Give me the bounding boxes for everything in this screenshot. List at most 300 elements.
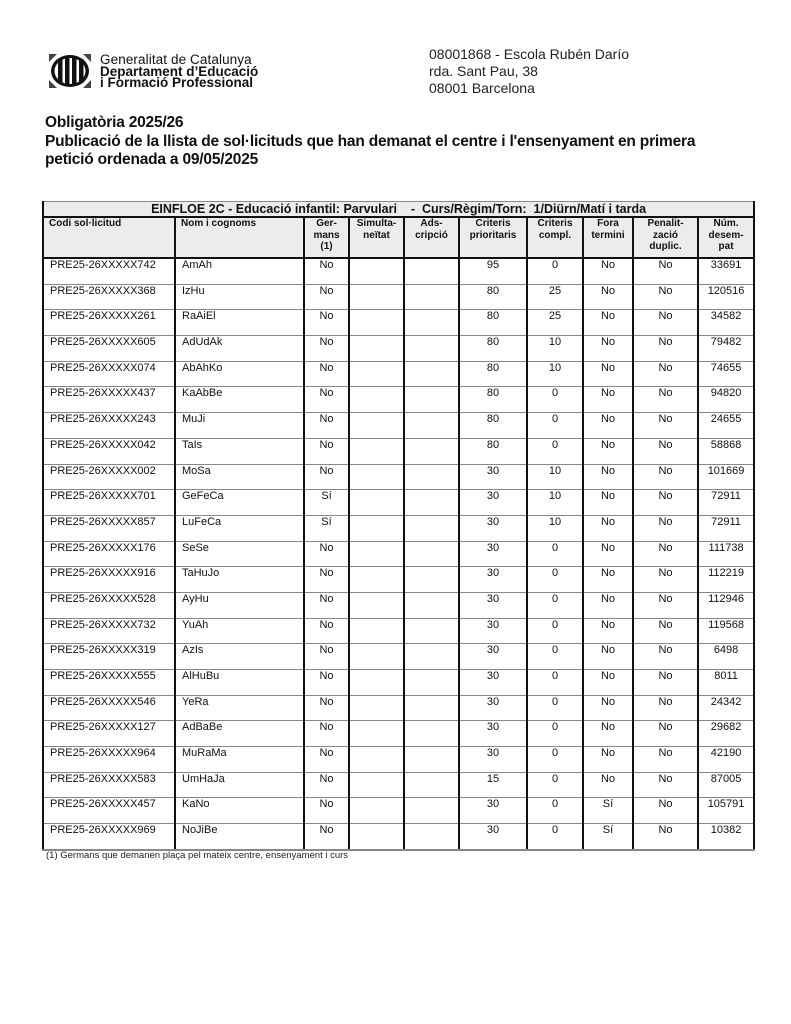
cell-germans: No [304, 592, 349, 618]
cell-penal: No [633, 541, 698, 567]
cell-desempat: 24342 [698, 695, 754, 721]
column-header-text: Fora [597, 218, 619, 229]
table-row [43, 592, 754, 618]
cell-compl: 10 [527, 361, 583, 387]
cell-codi: PRE25-26XXXXX916 [43, 567, 175, 593]
column-header-text: Criteris [475, 218, 511, 229]
cell-simultaneitat [349, 464, 404, 490]
cell-fora: No [583, 747, 633, 773]
cell-germans: No [304, 284, 349, 310]
cell-codi: PRE25-26XXXXX437 [43, 387, 175, 413]
column-header-text: prioritaris [469, 229, 517, 241]
cell-germans: No [304, 413, 349, 439]
cell-desempat: 6498 [698, 644, 754, 670]
cell-adscripcio [404, 567, 459, 593]
column-header-simultaneitat [349, 217, 404, 258]
cell-nom: IzHu [175, 284, 304, 310]
table-row [43, 824, 754, 850]
cell-prioritaris: 30 [459, 644, 527, 670]
cell-penal: No [633, 824, 698, 850]
cell-desempat: 105791 [698, 798, 754, 824]
cell-adscripcio [404, 258, 459, 284]
column-header-desempat [698, 217, 754, 258]
cell-germans: No [304, 567, 349, 593]
cell-fora: No [583, 258, 633, 284]
cell-penal: No [633, 747, 698, 773]
cell-nom: LuFeCa [175, 515, 304, 541]
column-header-text: desem- [708, 229, 744, 241]
cell-nom: YuAh [175, 618, 304, 644]
table-row [43, 310, 754, 336]
cell-simultaneitat [349, 618, 404, 644]
cell-simultaneitat [349, 644, 404, 670]
table-row [43, 747, 754, 773]
cell-nom: AbAhKo [175, 361, 304, 387]
cell-simultaneitat [349, 798, 404, 824]
column-header-text: Ads- [420, 218, 443, 229]
cell-desempat: 112946 [698, 592, 754, 618]
cell-adscripcio [404, 310, 459, 336]
cell-simultaneitat [349, 258, 404, 284]
cell-simultaneitat [349, 541, 404, 567]
cell-codi: PRE25-26XXXXX127 [43, 721, 175, 747]
table-row [43, 361, 754, 387]
cell-simultaneitat [349, 721, 404, 747]
cell-codi: PRE25-26XXXXX732 [43, 618, 175, 644]
cell-compl: 0 [527, 670, 583, 696]
column-header-text: (1) [320, 241, 333, 252]
cell-nom: MuRaMa [175, 747, 304, 773]
cell-compl: 25 [527, 284, 583, 310]
cell-germans: No [304, 721, 349, 747]
cell-simultaneitat [349, 438, 404, 464]
cell-prioritaris: 30 [459, 515, 527, 541]
cell-prioritaris: 30 [459, 721, 527, 747]
cell-simultaneitat [349, 361, 404, 387]
cell-compl: 0 [527, 567, 583, 593]
cell-adscripcio [404, 670, 459, 696]
cell-germans: No [304, 464, 349, 490]
table-row [43, 464, 754, 490]
cell-germans: No [304, 670, 349, 696]
cell-compl: 10 [527, 490, 583, 516]
cell-prioritaris: 95 [459, 258, 527, 284]
cell-prioritaris: 15 [459, 772, 527, 798]
cell-penal: No [633, 336, 698, 362]
cell-prioritaris: 30 [459, 541, 527, 567]
cell-adscripcio [404, 413, 459, 439]
cell-compl: 0 [527, 592, 583, 618]
cell-compl: 25 [527, 310, 583, 336]
cell-codi: PRE25-26XXXXX583 [43, 772, 175, 798]
cell-nom: UmHaJa [175, 772, 304, 798]
cell-adscripcio [404, 464, 459, 490]
cell-penal: No [633, 644, 698, 670]
cell-simultaneitat [349, 824, 404, 850]
cell-adscripcio [404, 490, 459, 516]
cell-germans: No [304, 644, 349, 670]
cell-fora: Sí [583, 798, 633, 824]
cell-adscripcio [404, 824, 459, 850]
cell-fora: Sí [583, 824, 633, 850]
column-header-text: compl. [538, 229, 572, 241]
cell-adscripcio [404, 284, 459, 310]
cell-fora: No [583, 670, 633, 696]
org-line-3: i Formació Professional [100, 75, 254, 90]
cell-adscripcio [404, 644, 459, 670]
cell-simultaneitat [349, 387, 404, 413]
cell-desempat: 29682 [698, 721, 754, 747]
column-header-codi [43, 217, 175, 258]
cell-germans: No [304, 772, 349, 798]
school-street: rda. Sant Pau, 38 [429, 63, 538, 79]
cell-simultaneitat [349, 592, 404, 618]
cell-fora: No [583, 644, 633, 670]
column-header-text: Ger- [316, 218, 337, 229]
table-row [43, 695, 754, 721]
cell-nom: KaNo [175, 798, 304, 824]
cell-penal: No [633, 310, 698, 336]
title-line-2: Publicació de la llista de sol·licituds que han demanat el centre i l'ensenyament en primera [45, 132, 696, 150]
table-row [43, 644, 754, 670]
cell-desempat: 119568 [698, 618, 754, 644]
cell-codi: PRE25-26XXXXX605 [43, 336, 175, 362]
cell-adscripcio [404, 721, 459, 747]
cell-adscripcio [404, 695, 459, 721]
column-header-text: zació [652, 229, 678, 241]
cell-fora: No [583, 310, 633, 336]
cell-desempat: 33691 [698, 258, 754, 284]
cell-penal: No [633, 438, 698, 464]
cell-nom: AmAh [175, 258, 304, 284]
cell-codi: PRE25-26XXXXX528 [43, 592, 175, 618]
cell-prioritaris: 80 [459, 361, 527, 387]
column-header-text: Criteris [537, 218, 573, 229]
cell-codi: PRE25-26XXXXX969 [43, 824, 175, 850]
cell-compl: 0 [527, 721, 583, 747]
cell-compl: 10 [527, 515, 583, 541]
applications-table [42, 201, 755, 851]
cell-adscripcio [404, 592, 459, 618]
cell-adscripcio [404, 541, 459, 567]
cell-fora: No [583, 387, 633, 413]
cell-desempat: 120516 [698, 284, 754, 310]
cell-fora: No [583, 695, 633, 721]
cell-penal: No [633, 387, 698, 413]
table-row [43, 798, 754, 824]
organization-name [100, 54, 258, 89]
cell-prioritaris: 80 [459, 310, 527, 336]
cell-compl: 0 [527, 618, 583, 644]
cell-germans: Sí [304, 490, 349, 516]
cell-germans: No [304, 747, 349, 773]
cell-simultaneitat [349, 670, 404, 696]
cell-fora: No [583, 438, 633, 464]
table-row [43, 567, 754, 593]
cell-desempat: 87005 [698, 772, 754, 798]
cell-codi: PRE25-26XXXXX074 [43, 361, 175, 387]
column-header-fora [583, 217, 633, 258]
cell-prioritaris: 80 [459, 438, 527, 464]
column-header-text: neïtat [363, 229, 390, 241]
cell-desempat: 24655 [698, 413, 754, 439]
cell-desempat: 74655 [698, 361, 754, 387]
cell-fora: No [583, 490, 633, 516]
cell-codi: PRE25-26XXXXX546 [43, 695, 175, 721]
cell-germans: No [304, 258, 349, 284]
cell-fora: No [583, 361, 633, 387]
cell-penal: No [633, 721, 698, 747]
cell-penal: No [633, 567, 698, 593]
cell-penal: No [633, 258, 698, 284]
cell-compl: 0 [527, 644, 583, 670]
cell-simultaneitat [349, 310, 404, 336]
table-row [43, 438, 754, 464]
cell-nom: TaIs [175, 438, 304, 464]
cell-germans: No [304, 618, 349, 644]
cell-prioritaris: 80 [459, 336, 527, 362]
cell-germans: No [304, 310, 349, 336]
cell-desempat: 111738 [698, 541, 754, 567]
cell-prioritaris: 30 [459, 464, 527, 490]
cell-nom: NoJiBe [175, 824, 304, 850]
column-header-text: termini [591, 229, 625, 241]
cell-codi: PRE25-26XXXXX701 [43, 490, 175, 516]
cell-codi: PRE25-26XXXXX002 [43, 464, 175, 490]
cell-germans: No [304, 336, 349, 362]
cell-simultaneitat [349, 490, 404, 516]
cell-codi: PRE25-26XXXXX368 [43, 284, 175, 310]
generalitat-logo-icon [49, 54, 91, 88]
cell-desempat: 94820 [698, 387, 754, 413]
cell-codi: PRE25-26XXXXX857 [43, 515, 175, 541]
cell-nom: AlHuBu [175, 670, 304, 696]
column-header-text: Codi sol·licitud [49, 218, 122, 229]
cell-codi: PRE25-26XXXXX319 [43, 644, 175, 670]
column-header-text: cripció [415, 229, 448, 241]
cell-desempat: 34582 [698, 310, 754, 336]
cell-fora: No [583, 592, 633, 618]
cell-fora: No [583, 541, 633, 567]
cell-penal: No [633, 413, 698, 439]
table-row [43, 541, 754, 567]
column-header-nom [175, 217, 304, 258]
table-body [43, 258, 754, 850]
cell-prioritaris: 30 [459, 824, 527, 850]
column-header-compl [527, 217, 583, 258]
cell-simultaneitat [349, 567, 404, 593]
column-header-text: Nom i cognoms [181, 218, 257, 229]
cell-prioritaris: 30 [459, 747, 527, 773]
document-title [45, 114, 695, 170]
cell-simultaneitat [349, 772, 404, 798]
cell-compl: 0 [527, 258, 583, 284]
cell-desempat: 58868 [698, 438, 754, 464]
cell-penal: No [633, 464, 698, 490]
table-row [43, 387, 754, 413]
cell-compl: 0 [527, 695, 583, 721]
cell-germans: No [304, 541, 349, 567]
cell-fora: No [583, 567, 633, 593]
cell-desempat: 72911 [698, 490, 754, 516]
cell-penal: No [633, 284, 698, 310]
table-row [43, 515, 754, 541]
column-header-germans [304, 217, 349, 258]
cell-compl: 0 [527, 747, 583, 773]
cell-prioritaris: 30 [459, 567, 527, 593]
cell-nom: RaAiEl [175, 310, 304, 336]
cell-fora: No [583, 618, 633, 644]
cell-codi: PRE25-26XXXXX555 [43, 670, 175, 696]
cell-adscripcio [404, 438, 459, 464]
cell-nom: MoSa [175, 464, 304, 490]
table-header-row [43, 217, 754, 258]
cell-nom: GeFeCa [175, 490, 304, 516]
cell-adscripcio [404, 361, 459, 387]
table-row [43, 413, 754, 439]
org-line-2: Departament d’Educació [100, 63, 259, 79]
cell-fora: No [583, 772, 633, 798]
table-row [43, 618, 754, 644]
column-header-adscripcio [404, 217, 459, 258]
cell-germans: No [304, 798, 349, 824]
cell-germans: No [304, 824, 349, 850]
cell-desempat: 79482 [698, 336, 754, 362]
cell-fora: No [583, 464, 633, 490]
cell-nom: SeSe [175, 541, 304, 567]
cell-prioritaris: 30 [459, 618, 527, 644]
cell-nom: AzIs [175, 644, 304, 670]
cell-fora: No [583, 284, 633, 310]
cell-prioritaris: 30 [459, 490, 527, 516]
cell-adscripcio [404, 798, 459, 824]
cell-germans: Sí [304, 515, 349, 541]
cell-simultaneitat [349, 515, 404, 541]
cell-compl: 0 [527, 772, 583, 798]
cell-codi: PRE25-26XXXXX742 [43, 258, 175, 284]
cell-compl: 0 [527, 413, 583, 439]
cell-penal: No [633, 592, 698, 618]
cell-fora: No [583, 721, 633, 747]
cell-nom: AyHu [175, 592, 304, 618]
cell-penal: No [633, 695, 698, 721]
cell-desempat: 72911 [698, 515, 754, 541]
cell-prioritaris: 80 [459, 387, 527, 413]
cell-adscripcio [404, 772, 459, 798]
cell-fora: No [583, 413, 633, 439]
cell-nom: TaHuJo [175, 567, 304, 593]
cell-desempat: 10382 [698, 824, 754, 850]
table-row [43, 284, 754, 310]
cell-compl: 0 [527, 541, 583, 567]
school-city: 08001 Barcelona [429, 80, 535, 96]
cell-nom: AdBaBe [175, 721, 304, 747]
cell-compl: 10 [527, 464, 583, 490]
cell-penal: No [633, 361, 698, 387]
cell-codi: PRE25-26XXXXX243 [43, 413, 175, 439]
cell-prioritaris: 80 [459, 284, 527, 310]
cell-fora: No [583, 515, 633, 541]
school-address [429, 46, 629, 97]
cell-penal: No [633, 490, 698, 516]
cell-adscripcio [404, 618, 459, 644]
cell-germans: No [304, 387, 349, 413]
table-row [43, 670, 754, 696]
cell-adscripcio [404, 747, 459, 773]
cell-compl: 0 [527, 824, 583, 850]
cell-penal: No [633, 515, 698, 541]
cell-germans: No [304, 695, 349, 721]
school-name: 08001868 - Escola Rubén Darío [429, 46, 630, 62]
table-row [43, 336, 754, 362]
column-header-prioritaris [459, 217, 527, 258]
cell-simultaneitat [349, 695, 404, 721]
cell-codi: PRE25-26XXXXX042 [43, 438, 175, 464]
cell-prioritaris: 30 [459, 695, 527, 721]
cell-penal: No [633, 618, 698, 644]
cell-adscripcio [404, 515, 459, 541]
cell-germans: No [304, 438, 349, 464]
cell-codi: PRE25-26XXXXX261 [43, 310, 175, 336]
column-header-text: Núm. [713, 218, 739, 229]
column-header-text: duplic. [649, 241, 682, 252]
cell-germans: No [304, 361, 349, 387]
table-row [43, 490, 754, 516]
cell-fora: No [583, 336, 633, 362]
cell-penal: No [633, 670, 698, 696]
cell-prioritaris: 30 [459, 592, 527, 618]
column-header-text: Simulta- [356, 218, 397, 229]
table-row [43, 721, 754, 747]
cell-simultaneitat [349, 284, 404, 310]
cell-codi: PRE25-26XXXXX964 [43, 747, 175, 773]
org-line-1: Generalitat de Catalunya [100, 52, 252, 67]
column-header-text: pat [718, 241, 734, 252]
cell-nom: KaAbBe [175, 387, 304, 413]
cell-simultaneitat [349, 336, 404, 362]
cell-prioritaris: 80 [459, 413, 527, 439]
footnote: (1) Germans que demanen plaça pel mateix centre, ensenyament i curs [46, 850, 349, 861]
title-line-1: Obligatòria 2025/26 [45, 114, 184, 131]
cell-prioritaris: 30 [459, 670, 527, 696]
cell-nom: AdUdAk [175, 336, 304, 362]
cell-compl: 10 [527, 336, 583, 362]
table-row [43, 772, 754, 798]
column-header-text: mans [313, 229, 340, 241]
cell-penal: No [633, 798, 698, 824]
cell-compl: 0 [527, 798, 583, 824]
cell-codi: PRE25-26XXXXX457 [43, 798, 175, 824]
cell-desempat: 112219 [698, 567, 754, 593]
cell-desempat: 8011 [698, 670, 754, 696]
cell-adscripcio [404, 387, 459, 413]
cell-compl: 0 [527, 387, 583, 413]
column-header-text: Penalit- [647, 218, 684, 229]
cell-prioritaris: 30 [459, 798, 527, 824]
cell-desempat: 101669 [698, 464, 754, 490]
cell-nom: YeRa [175, 695, 304, 721]
table-row [43, 258, 754, 284]
cell-simultaneitat [349, 747, 404, 773]
cell-codi: PRE25-26XXXXX176 [43, 541, 175, 567]
cell-adscripcio [404, 336, 459, 362]
cell-simultaneitat [349, 413, 404, 439]
cell-nom: MuJi [175, 413, 304, 439]
cell-desempat: 42190 [698, 747, 754, 773]
cell-compl: 0 [527, 438, 583, 464]
title-line-3: petició ordenada a 09/05/2025 [45, 151, 259, 168]
cell-penal: No [633, 772, 698, 798]
